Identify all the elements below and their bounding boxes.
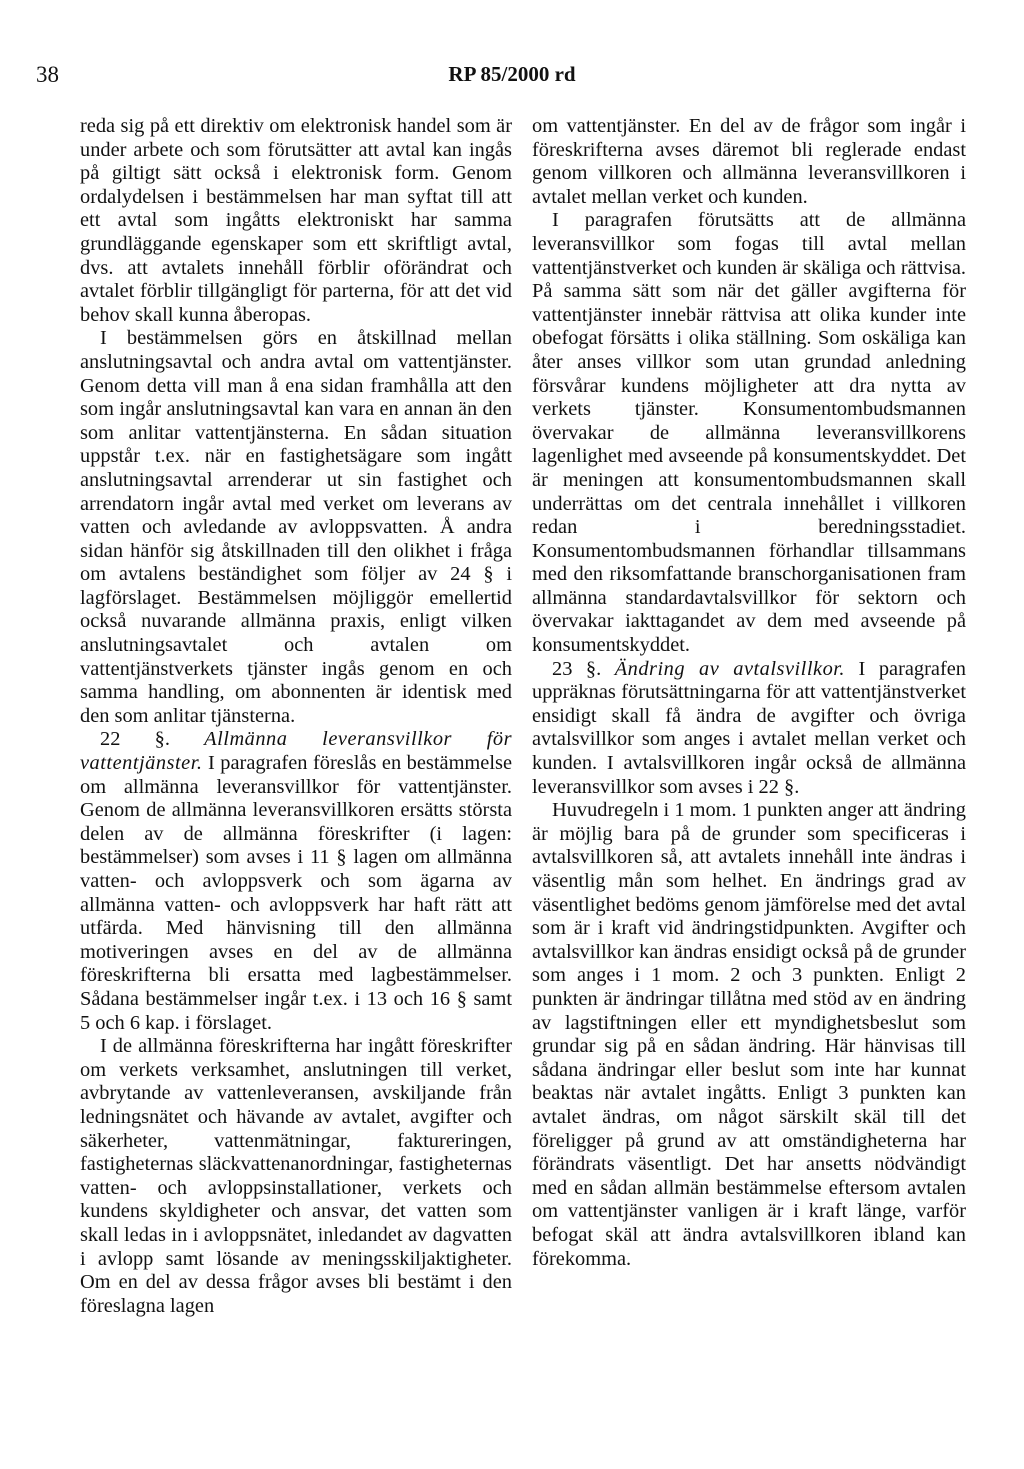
paragraph: [80, 115, 512, 327]
paragraph-text: reda sig på ett direktiv om elektronisk handel som är under arbete och som förutsätter att avtal kan ingås på giltigt sätt också i elektronisk form. Genom ordalydelsen i bestämmelsen har man syftat till att ett avtal som ingåtts elektroniskt har samma grundläggande egenskaper som ett skriftligt avtal, dvs. att avtalets innehåll förblir oförändrat och avtalet förblir tillgängligt för parterna, för att det vid behov skall kunna åberopas.: [80, 115, 512, 326]
running-title: RP 85/2000 rd: [448, 62, 576, 86]
paragraph-text: om vattentjänster. En del av de frågor som ingår i föreskrifterna avses däremot bli reglerade endast genom villkoren och allmänna leveransvillkoren i avtalet mellan verket och kunden.: [532, 115, 966, 208]
paragraph-text: I paragrafen uppräknas förutsättningarna för att vattentjänstverket ensidigt skall få ändra de avgifter och övriga avtalsvillkor som anges i avtalet mellan verket och kunden. I avtalsvillkoren ingår också de allmänna leveransvillkor som avses i 22 §.: [532, 657, 966, 798]
section-paragraph-22: [80, 728, 512, 1035]
paragraph-text: I bestämmelsen görs en åtskillnad mellan anslutningsavtal och andra avtal om vattentjänster. Genom detta vill man å ena sidan framhålla att den som ingår anslutningsavtal kan vara en annan än den som anlitar vattentjänsterna. En sådan situation uppstår t.ex. när en fastighetsägare som ingått anslutningsavtal arrenderar ut sin fastighet och arrendatorn ingår avtal med verket om leverans av vatten och avledande av avloppsvatten. Å andra sidan hänför sig åtskillnaden till den olikhet i fråga om avtalens beständighet som följer av 24 § i lagförslaget. Bestämmelsen möjliggör emellertid också nuvarande allmänna praxis, enligt vilken anslutningsavtalet och avtalen om vattentjänstverkets tjänster ingås genom en och samma handling, om abonnenten är identisk med den som anlitar tjänsterna.: [80, 327, 512, 727]
section-number: 22 §.: [100, 728, 170, 751]
paragraph-text: I paragrafen förutsätts att de allmänna leveransvillkor som fogas till avtal mellan vattentjänstverket och kunden är skäliga och rättvisa. På samma sätt som när det gäller avgifterna för vattentjänster innebär rättvisa att olika kunder inte obefogat försätts i olika ställning. Som oskäliga kan åter anses villkor som utan grundad anledning försvårar kundens möjligheter att dra nytta av verkets tjänster. Konsumentombudsmannen övervakar de allmänna leveransvillkorens lagenlighet med avseende på konsumentskyddet. Det är meningen att konsumentombudsmannen skall underrättas om det centrala innehållet i villkoren redan i beredningsstadiet. Konsumentombudsmannen förhandlar tillsammans med den riksomfattande branschorganisationen fram allmänna standardavtalsvillkor för sektorn och övervakar iakttagandet av dem med avseende på konsumentskyddet.: [532, 209, 966, 657]
paragraph-text: Huvudregeln i 1 mom. 1 punkten anger att ändring är möjlig bara på de grunder som specificeras i avtalsvillkoren så, att avtalets innehåll inte ändras i väsentlig mån som helhet. En ändrings grad av väsentlighet bedöms genom jämförelse med det avtal som är i kraft vid ändringstidpunkten. Avgifter och avtalsvillkor kan ändras ensidigt också på de grunder som anges i 1 mom. 2 och 3 punkten. Enligt 2 punkten är ändringar tillåtna med stöd av en ändring av lagstiftningen eller ett myndighetsbeslut som grundar sig på en sådan ändring. Här hänvisas till sådana ändringar eller beslut som inte har kunnat beaktas när avtalet ingåtts. Enligt 3 punkten kan avtalet ändras, om något särskilt skäl till det föreligger på grund av att omständigheterna har förändrats väsentligt. Det har ansetts nödvändigt med en sådan allmän bestämmelse eftersom avtalen om vattentjänster vanligen är i kraft länge, varför befogat skäl att ändra avtalsvillkoren ibland kan förekomma.: [532, 799, 966, 1270]
page-header: [36, 62, 988, 92]
paragraph: [532, 115, 966, 209]
section-paragraph-23: [532, 658, 966, 800]
paragraph-text: I paragrafen föreslås en bestämmelse om allmänna leveransvillkor för vattentjänster. Genom de allmänna leveransvillkoren ersätts största delen av de allmänna föreskrifter (i lagen: bestämmelser) som avses i 11 § lagen om allmänna vatten- och avloppsverk och som ägarna av allmänna vatten- och avloppsverk har haft rätt att utfärda. Med hänvisning till den allmänna motiveringen avses en del av de allmänna föreskrifterna bli ersatta med lagbestämmelser. Sådana bestämmelser ingår t.ex. i 13 och 16 § samt 5 och 6 kap. i förslaget.: [80, 752, 512, 1034]
section-heading: Ändring av avtalsvillkor.: [614, 657, 846, 680]
section-heading: Allmänna leveransvillkor för vattentjänster.: [80, 728, 513, 775]
paragraph-text: I de allmänna föreskrifterna har ingått föreskrifter om verkets verksamhet, anslutningen till verket, avbrytande av vattenleveransen, avskiljande från ledningsnätet och hävande av avtalet, avgifter och säkerheter, vattenmätningar, faktureringen, fastigheternas släckvattenanordningar, fastigheternas vatten- och avloppsinstallationer, verkets och kundens skyldigheter och ansvar, det vatten som skall ledas in i avloppsnätet, inledandet av dagvatten i avlopp samt lösande av meningsskiljaktigheter. Om en del av dessa frågor avses bli bestämt i den föreslagna lagen: [80, 1035, 512, 1317]
left-column: [80, 115, 512, 1318]
right-column: [532, 115, 966, 1271]
paragraph: [80, 327, 512, 728]
paragraph: [532, 209, 966, 657]
paragraph: [532, 799, 966, 1271]
page-number: 38: [36, 62, 59, 87]
paragraph: [80, 1035, 512, 1318]
section-number: 23 §.: [552, 657, 602, 680]
